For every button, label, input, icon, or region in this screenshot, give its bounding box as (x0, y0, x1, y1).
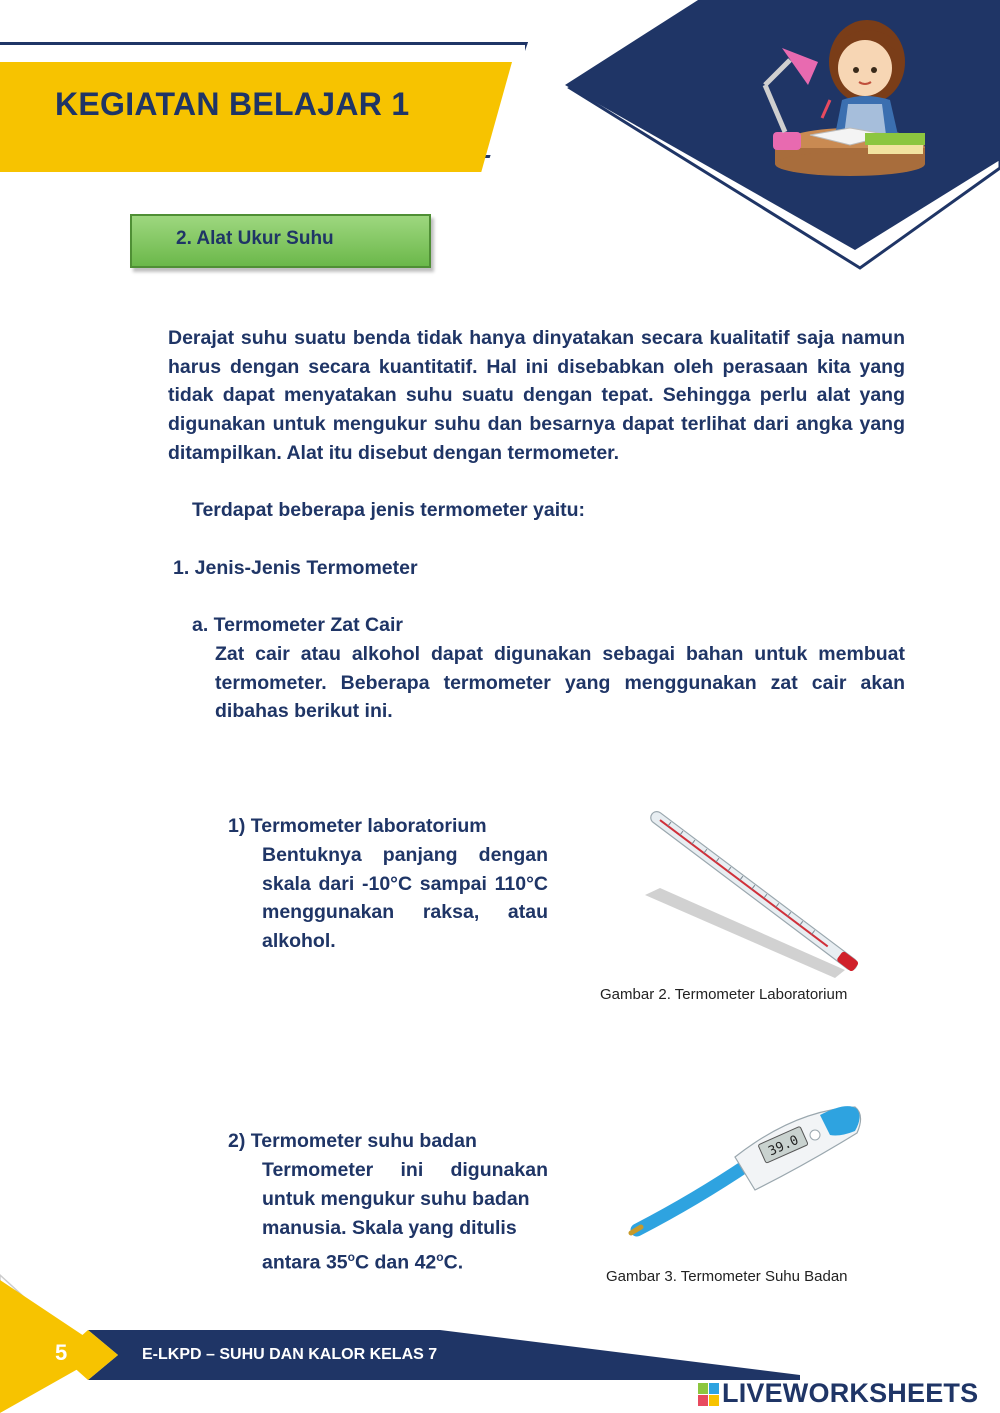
item-heading-suhu-badan: 2) Termometer suhu badan (228, 1130, 477, 1152)
caption-laboratorium: Gambar 2. Termometer Laboratorium (600, 986, 848, 1003)
liveworksheets-text: LIVEWORKSHEETS (722, 1378, 979, 1408)
thermometer-display-value: 39.0 (766, 1132, 802, 1160)
item-body-suhu-badan-3: antara 35$^o$C dan 42$^o$C. (262, 1250, 464, 1274)
intro-paragraph: Derajat suhu suatu benda tidak hanya dinyatakan secara kualitatif saja namun harus dengan secara kuantitatif. Hal ini disebabkan oleh perasaan kita yang tidak dapat menyatakan suhu suatu dengan tepat. Sehingga perlu alat yang digunakan untuk mengukur suhu dan besarnya dapat terlihat dari angka yang ditampilkan. Alat itu disebut dengan termometer. (168, 327, 905, 464)
page-number: 5 (55, 1340, 68, 1365)
header-diamond (560, 0, 1000, 275)
item-body-laboratorium: Bentuknya panjang dengan skala dari -10°C sampai 110°C menggunakan raksa, atau alkohol. (262, 844, 548, 953)
section-subtitle: 2. Alat Ukur Suhu (176, 228, 334, 249)
subsection-heading: a. Termometer Zat Cair (192, 614, 403, 636)
intro-lead: Terdapat beberapa jenis termometer yaitu: (192, 499, 586, 521)
caption-suhu-badan: Gambar 3. Termometer Suhu Badan (606, 1268, 848, 1285)
item-body-suhu-badan-2: manusia. Skala yang ditulis (262, 1217, 517, 1239)
laboratory-thermometer-image (630, 800, 880, 985)
item-heading-laboratorium: 1) Termometer laboratorium (228, 815, 487, 837)
liveworksheets-logo[interactable] (698, 1378, 978, 1409)
section-heading: 1. Jenis-Jenis Termometer (173, 557, 418, 579)
footer-label: E-LKPD – SUHU DAN KALOR KELAS 7 (142, 1346, 438, 1363)
liveworksheets-mark-icon (698, 1383, 720, 1407)
item-body-suhu-badan-1: Termometer ini digunakan untuk mengukur suhu badan (262, 1159, 548, 1210)
body-thermometer-image (625, 1095, 870, 1240)
subsection-body: Zat cair atau alkohol dapat digunakan sebagai bahan untuk membuat termometer. Beberapa termometer yang menggunakan zat cair akan dibahas berikut ini. (215, 643, 905, 723)
page-title: KEGIATAN BELAJAR 1 (55, 86, 410, 122)
